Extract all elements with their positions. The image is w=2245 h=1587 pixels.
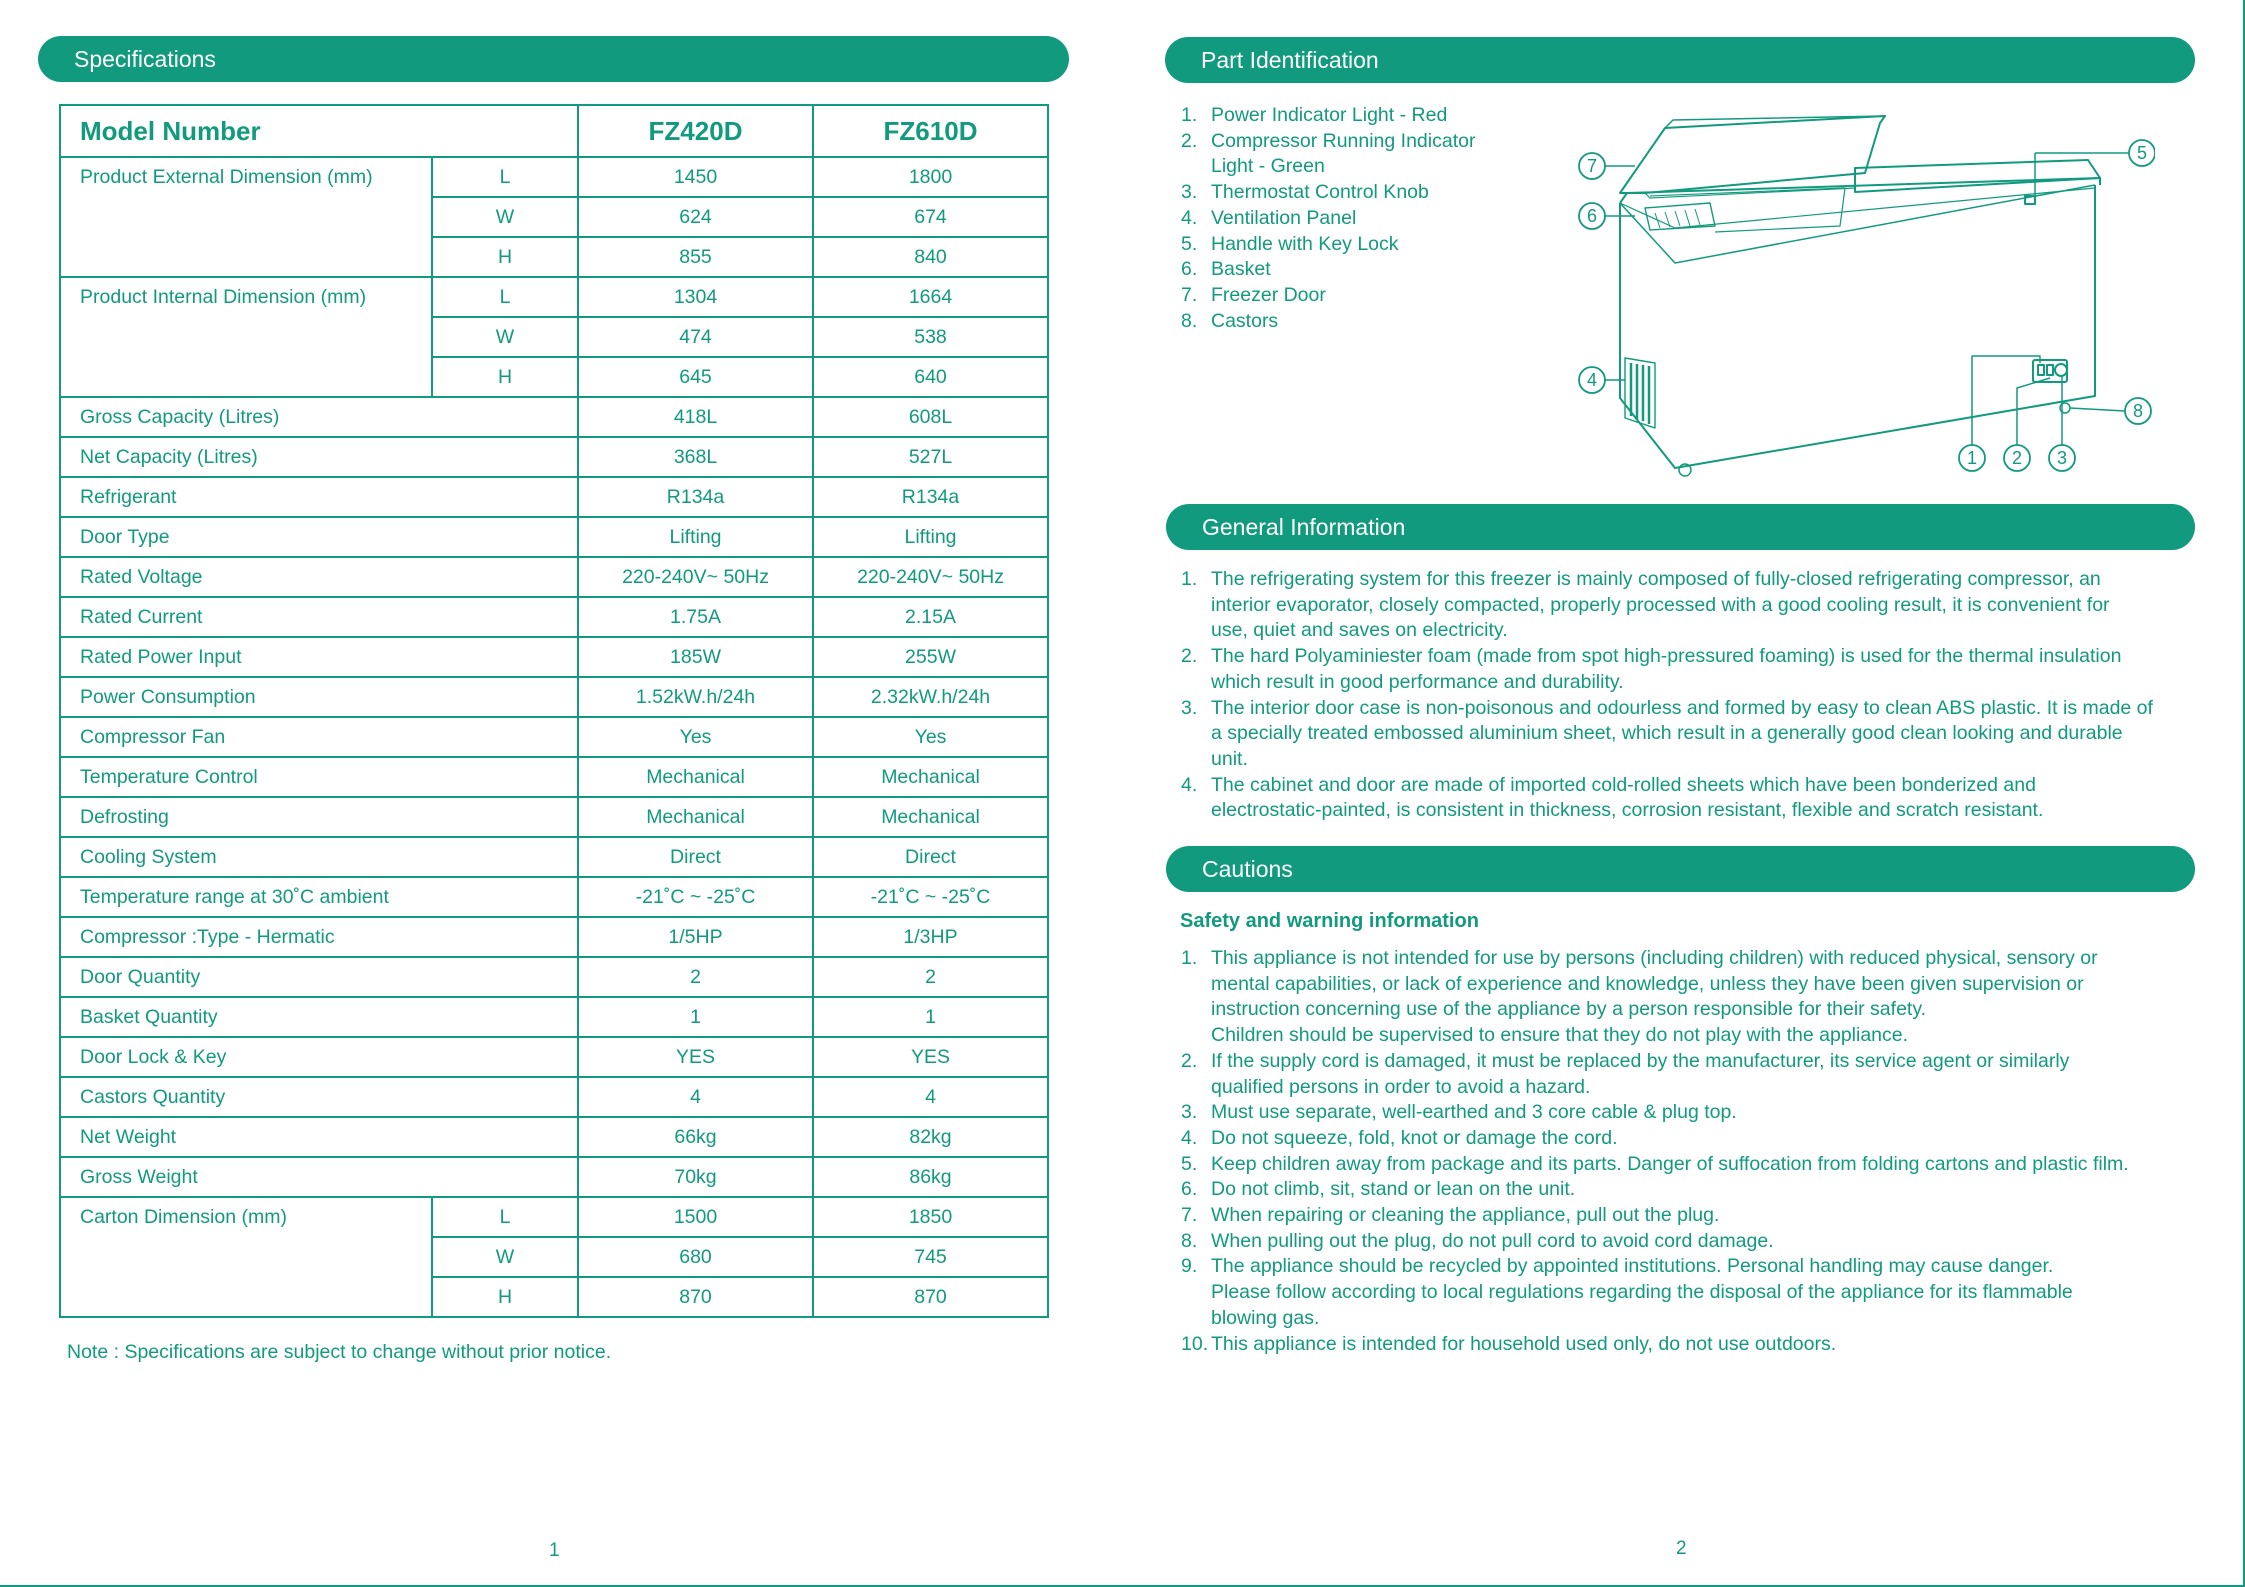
table-row bbox=[60, 837, 1048, 877]
spec-value-fz610d: Mechanical bbox=[813, 757, 1048, 797]
caution-item bbox=[1181, 946, 2191, 1049]
spec-value-fz610d: 745 bbox=[813, 1237, 1048, 1277]
spec-value-fz420d: 855 bbox=[578, 237, 813, 277]
table-row bbox=[60, 277, 1048, 317]
list-number: 2. bbox=[1181, 645, 1198, 668]
caution-item bbox=[1181, 1152, 2191, 1178]
part-item bbox=[1181, 257, 1561, 283]
callout-number: 7 bbox=[1586, 156, 1598, 176]
spec-label: Compressor :Type - Hermatic bbox=[60, 917, 578, 957]
list-item-text: The appliance should be recycled by appointed institutions. Personal handling may cause danger. bbox=[1211, 1255, 2054, 1278]
list-number: 1. bbox=[1181, 947, 1198, 969]
list-number: 2. bbox=[1181, 129, 1198, 152]
spec-label: Rated Power Input bbox=[60, 637, 578, 677]
spec-value-fz610d: 86kg bbox=[813, 1157, 1048, 1197]
list-number: 4. bbox=[1181, 1126, 1198, 1149]
part-item bbox=[1181, 283, 1561, 309]
spec-value-fz610d: 527L bbox=[813, 437, 1048, 477]
spec-value-fz420d: -21˚C ~ -25˚C bbox=[578, 877, 813, 917]
spec-value-fz610d: Yes bbox=[813, 717, 1048, 757]
spec-value-fz420d: 1 bbox=[578, 997, 813, 1037]
general-information-header: General Information bbox=[1166, 504, 2195, 550]
table-row bbox=[60, 1037, 1048, 1077]
callout-5 bbox=[2129, 140, 2155, 166]
spec-label: Defrosting bbox=[60, 797, 578, 837]
spec-value-fz610d: 840 bbox=[813, 237, 1048, 277]
list-item-text: mental capabilities, or lack of experience and knowledge, unless they have been given supervision or bbox=[1211, 972, 2084, 995]
callout-1 bbox=[1959, 445, 1985, 471]
callout-number: 3 bbox=[2056, 448, 2068, 468]
model-fz420d-header: FZ420D bbox=[578, 105, 813, 157]
callout-6 bbox=[1579, 203, 1605, 229]
list-number: 9. bbox=[1181, 1255, 1198, 1278]
page-number-right: 2 bbox=[1676, 1538, 1687, 1559]
spec-value-fz610d: -21˚C ~ -25˚C bbox=[813, 877, 1048, 917]
list-number: 7. bbox=[1181, 283, 1198, 306]
list-item-text: When repairing or cleaning the appliance, pull out the plug. bbox=[1211, 1204, 1720, 1227]
specifications-table bbox=[59, 104, 1049, 1318]
dimension-axis: W bbox=[432, 197, 578, 237]
callout-3 bbox=[2049, 445, 2075, 471]
list-item-text: Handle with Key Lock bbox=[1211, 232, 1399, 255]
table-row bbox=[60, 877, 1048, 917]
list-number: 5. bbox=[1181, 1152, 1198, 1175]
spec-value-fz420d: 185W bbox=[578, 637, 813, 677]
dimension-axis: L bbox=[432, 1197, 578, 1237]
cautions-list bbox=[1181, 946, 2191, 1357]
spec-value-fz420d: 1450 bbox=[578, 157, 813, 197]
callout-number: 8 bbox=[2132, 401, 2144, 421]
table-row bbox=[60, 437, 1048, 477]
spec-label: Power Consumption bbox=[60, 677, 578, 717]
list-item-text: Children should be supervised to ensure that they do not play with the appliance. bbox=[1211, 1024, 1909, 1047]
spec-label: Basket Quantity bbox=[60, 997, 578, 1037]
spec-value-fz420d: Direct bbox=[578, 837, 813, 877]
dimension-axis: L bbox=[432, 277, 578, 317]
list-item-text: The hard Polyaminiester foam (made from spot high-pressured foaming) is used for the thermal insulation bbox=[1211, 645, 2122, 668]
list-number: 6. bbox=[1181, 258, 1198, 281]
spec-value-fz610d: 2.15A bbox=[813, 597, 1048, 637]
caution-item bbox=[1181, 1177, 2191, 1203]
caution-item bbox=[1181, 1254, 2191, 1331]
spec-value-fz610d: 255W bbox=[813, 637, 1048, 677]
dimension-axis: H bbox=[432, 1277, 578, 1317]
spec-value-fz610d: 870 bbox=[813, 1277, 1048, 1317]
list-number: 3. bbox=[1181, 1101, 1198, 1124]
callout-7 bbox=[1579, 153, 1605, 179]
table-row bbox=[60, 1077, 1048, 1117]
spec-value-fz420d: 2 bbox=[578, 957, 813, 997]
spec-value-fz610d: 220-240V~ 50Hz bbox=[813, 557, 1048, 597]
table-row bbox=[60, 717, 1048, 757]
spec-value-fz610d: 1/3HP bbox=[813, 917, 1048, 957]
list-item-text: Castors bbox=[1211, 309, 1279, 332]
part-identification-header: Part Identification bbox=[1165, 37, 2195, 83]
list-number: 5. bbox=[1181, 232, 1198, 255]
caution-item bbox=[1181, 1203, 2191, 1229]
spec-label: Temperature Control bbox=[60, 757, 578, 797]
table-row bbox=[60, 797, 1048, 837]
list-number: 8. bbox=[1181, 309, 1198, 332]
list-item-text: Keep children away from package and its parts. Danger of suffocation from folding cartons and plastic film. bbox=[1211, 1152, 2129, 1175]
spec-value-fz610d: 538 bbox=[813, 317, 1048, 357]
spec-label: Gross Capacity (Litres) bbox=[60, 397, 578, 437]
list-item-text: Must use separate, well-earthed and 3 core cable & plug top. bbox=[1211, 1101, 1737, 1124]
basket-shape bbox=[1645, 203, 1715, 230]
spec-value-fz420d: 1.75A bbox=[578, 597, 813, 637]
list-item-text: When pulling out the plug, do not pull cord to avoid cord damage. bbox=[1211, 1229, 1774, 1252]
spec-value-fz420d: 680 bbox=[578, 1237, 813, 1277]
list-item-text: electrostatic-painted, is consistent in thickness, corrosion resistant, flexible and scratch resistant. bbox=[1211, 799, 2044, 822]
part-item bbox=[1181, 103, 1561, 129]
page-number-left: 1 bbox=[549, 1540, 560, 1561]
part-item bbox=[1181, 309, 1561, 335]
spec-label: Compressor Fan bbox=[60, 717, 578, 757]
list-item-text: Power Indicator Light - Red bbox=[1211, 104, 1448, 126]
spec-value-fz420d: 645 bbox=[578, 357, 813, 397]
list-number: 1. bbox=[1181, 104, 1198, 126]
spec-value-fz420d: 474 bbox=[578, 317, 813, 357]
callout-4 bbox=[1579, 367, 1605, 393]
spec-label: Net Capacity (Litres) bbox=[60, 437, 578, 477]
spec-value-fz420d: 1.52kW.h/24h bbox=[578, 677, 813, 717]
spec-label: Cooling System bbox=[60, 837, 578, 877]
list-item-text: The interior door case is non-poisonous and odourless and formed by easy to clean ABS plastic. It is made of bbox=[1211, 696, 2153, 719]
spec-label: Door Type bbox=[60, 517, 578, 557]
table-row bbox=[60, 917, 1048, 957]
spec-label: Carton Dimension (mm) bbox=[60, 1197, 432, 1317]
dimension-axis: L bbox=[432, 157, 578, 197]
spec-value-fz610d: YES bbox=[813, 1037, 1048, 1077]
list-number: 2. bbox=[1181, 1049, 1198, 1072]
callout-2 bbox=[2004, 445, 2030, 471]
dimension-axis: H bbox=[432, 237, 578, 277]
spec-value-fz610d: Direct bbox=[813, 837, 1048, 877]
table-row bbox=[60, 397, 1048, 437]
spec-value-fz610d: 1 bbox=[813, 997, 1048, 1037]
spec-value-fz610d: 2 bbox=[813, 957, 1048, 997]
spec-label: Rated Current bbox=[60, 597, 578, 637]
spec-label: Product External Dimension (mm) bbox=[60, 157, 432, 277]
list-item-text: Please follow according to local regulations regarding the disposal of the appliance for its flammable bbox=[1211, 1281, 2073, 1304]
table-row bbox=[60, 997, 1048, 1037]
spec-value-fz420d: Mechanical bbox=[578, 757, 813, 797]
list-item-text: The cabinet and door are made of imported cold-rolled sheets which have been bonderized and bbox=[1211, 773, 2036, 796]
caution-item bbox=[1181, 1100, 2191, 1126]
spec-value-fz420d: 870 bbox=[578, 1277, 813, 1317]
list-item-text: Light - Green bbox=[1211, 155, 1325, 178]
parts-list bbox=[1181, 103, 1561, 334]
list-item-text: instruction concerning use of the appliance by a person responsible for their safety. bbox=[1211, 998, 1927, 1021]
table-header-row bbox=[60, 105, 1048, 157]
spec-label: Net Weight bbox=[60, 1117, 578, 1157]
spec-value-fz420d: 66kg bbox=[578, 1117, 813, 1157]
spec-value-fz420d: YES bbox=[578, 1037, 813, 1077]
list-number: 3. bbox=[1181, 181, 1198, 204]
table-row bbox=[60, 157, 1048, 197]
spec-value-fz610d: Mechanical bbox=[813, 797, 1048, 837]
spec-value-fz420d: 4 bbox=[578, 1077, 813, 1117]
spec-value-fz420d: 418L bbox=[578, 397, 813, 437]
list-number: 7. bbox=[1181, 1204, 1198, 1227]
spec-value-fz610d: 82kg bbox=[813, 1117, 1048, 1157]
model-number-header: Model Number bbox=[60, 105, 578, 157]
general-information-list bbox=[1181, 567, 2191, 824]
spec-value-fz610d: 2.32kW.h/24h bbox=[813, 677, 1048, 717]
list-item-text: which result in good performance and durability. bbox=[1211, 670, 1624, 693]
list-number: 8. bbox=[1181, 1229, 1198, 1252]
list-number: 3. bbox=[1181, 696, 1198, 719]
spec-value-fz610d: 674 bbox=[813, 197, 1048, 237]
safety-title: Safety and warning information bbox=[1180, 910, 1479, 932]
table-row bbox=[60, 517, 1048, 557]
spec-value-fz610d: 608L bbox=[813, 397, 1048, 437]
freezer-diagram bbox=[1555, 108, 2155, 488]
spec-label: Temperature range at 30˚C ambient bbox=[60, 877, 578, 917]
caution-item bbox=[1181, 1229, 2191, 1255]
spec-value-fz420d: 624 bbox=[578, 197, 813, 237]
cautions-header: Cautions bbox=[1166, 846, 2195, 892]
table-row bbox=[60, 677, 1048, 717]
freezer-door-open bbox=[1620, 116, 1885, 193]
freezer-door-right bbox=[1855, 160, 2100, 192]
table-row bbox=[60, 957, 1048, 997]
list-item-text: a specially treated embossed aluminium sheet, which result in a generally good clean looking and durable bbox=[1211, 722, 2123, 745]
callout-number: 4 bbox=[1586, 370, 1598, 390]
callout-number: 2 bbox=[2011, 448, 2023, 468]
spec-label: Product Internal Dimension (mm) bbox=[60, 277, 432, 397]
spec-label: Gross Weight bbox=[60, 1157, 578, 1197]
general-info-item bbox=[1181, 644, 2191, 695]
list-item-text: Freezer Door bbox=[1211, 283, 1326, 306]
spec-value-fz420d: R134a bbox=[578, 477, 813, 517]
spec-value-fz420d: 1500 bbox=[578, 1197, 813, 1237]
table-row bbox=[60, 557, 1048, 597]
list-number: 1. bbox=[1181, 568, 1198, 590]
list-number: 4. bbox=[1181, 206, 1198, 229]
part-item bbox=[1181, 129, 1561, 180]
list-item-text: Do not climb, sit, stand or lean on the unit. bbox=[1211, 1178, 1576, 1201]
caution-item bbox=[1181, 1049, 2191, 1100]
spec-value-fz420d: 220-240V~ 50Hz bbox=[578, 557, 813, 597]
list-item-text: use, quiet and saves on electricity. bbox=[1211, 619, 1508, 642]
spec-value-fz420d: 70kg bbox=[578, 1157, 813, 1197]
list-number: 6. bbox=[1181, 1178, 1198, 1201]
spec-value-fz420d: 1304 bbox=[578, 277, 813, 317]
list-number: 4. bbox=[1181, 773, 1198, 796]
spec-value-fz420d: 1/5HP bbox=[578, 917, 813, 957]
spec-value-fz420d: Yes bbox=[578, 717, 813, 757]
callout-number: 5 bbox=[2136, 143, 2148, 163]
spec-value-fz420d: Mechanical bbox=[578, 797, 813, 837]
general-info-item bbox=[1181, 567, 2191, 644]
part-item bbox=[1181, 206, 1561, 232]
part-item bbox=[1181, 180, 1561, 206]
ventilation-panel-shape bbox=[1625, 358, 1655, 428]
spec-value-fz420d: Lifting bbox=[578, 517, 813, 557]
list-item-text: Compressor Running Indicator bbox=[1211, 129, 1476, 152]
table-row bbox=[60, 477, 1048, 517]
callout-8 bbox=[2125, 398, 2151, 424]
list-item-text: Ventilation Panel bbox=[1211, 206, 1357, 229]
list-item-text: Thermostat Control Knob bbox=[1211, 181, 1429, 204]
caution-item bbox=[1181, 1126, 2191, 1152]
table-row bbox=[60, 1197, 1048, 1237]
list-item-text: unit. bbox=[1211, 747, 1248, 770]
table-row bbox=[60, 637, 1048, 677]
table-row bbox=[60, 1157, 1048, 1197]
list-item-text: This appliance is intended for household used only, do not use outdoors. bbox=[1211, 1332, 1837, 1355]
model-fz610d-header: FZ610D bbox=[813, 105, 1048, 157]
spec-value-fz420d: 368L bbox=[578, 437, 813, 477]
general-info-item bbox=[1181, 773, 2191, 824]
dimension-axis: W bbox=[432, 317, 578, 357]
callout-number: 1 bbox=[1966, 448, 1978, 468]
list-number: 10. bbox=[1181, 1332, 1209, 1355]
general-info-item bbox=[1181, 696, 2191, 773]
list-item-text: This appliance is not intended for use by persons (including children) with reduced physical, sensory or bbox=[1211, 947, 2098, 969]
specifications-header: Specifications bbox=[38, 36, 1069, 82]
list-item-text: blowing gas. bbox=[1211, 1306, 1320, 1329]
spec-label: Door Quantity bbox=[60, 957, 578, 997]
list-item-text: The refrigerating system for this freezer is mainly composed of fully-closed refrigerating compressor, an bbox=[1211, 568, 2101, 590]
list-item-text: Basket bbox=[1211, 258, 1271, 281]
dimension-axis: H bbox=[432, 357, 578, 397]
spec-value-fz610d: 1850 bbox=[813, 1197, 1048, 1237]
spec-label: Door Lock & Key bbox=[60, 1037, 578, 1077]
spec-value-fz610d: 1800 bbox=[813, 157, 1048, 197]
spec-label: Castors Quantity bbox=[60, 1077, 578, 1117]
spec-value-fz610d: 1664 bbox=[813, 277, 1048, 317]
table-row bbox=[60, 597, 1048, 637]
spec-value-fz610d: R134a bbox=[813, 477, 1048, 517]
spec-value-fz610d: 4 bbox=[813, 1077, 1048, 1117]
table-row bbox=[60, 757, 1048, 797]
specifications-note: Note : Specifications are subject to change without prior notice. bbox=[67, 1341, 612, 1363]
spec-label: Rated Voltage bbox=[60, 557, 578, 597]
list-item-text: qualified persons in order to avoid a hazard. bbox=[1211, 1075, 1591, 1098]
table-row bbox=[60, 1117, 1048, 1157]
caution-item bbox=[1181, 1332, 2191, 1358]
callout-number: 6 bbox=[1586, 206, 1598, 226]
list-item-text: interior evaporator, closely compacted, properly processed with a good cooling result, it is convenient for bbox=[1211, 593, 2110, 616]
spec-value-fz610d: 640 bbox=[813, 357, 1048, 397]
part-item bbox=[1181, 232, 1561, 258]
spec-label: Refrigerant bbox=[60, 477, 578, 517]
spec-value-fz610d: Lifting bbox=[813, 517, 1048, 557]
list-item-text: Do not squeeze, fold, knot or damage the cord. bbox=[1211, 1126, 1618, 1149]
list-item-text: If the supply cord is damaged, it must be replaced by the manufacturer, its service agent or similarly bbox=[1211, 1049, 2070, 1072]
dimension-axis: W bbox=[432, 1237, 578, 1277]
